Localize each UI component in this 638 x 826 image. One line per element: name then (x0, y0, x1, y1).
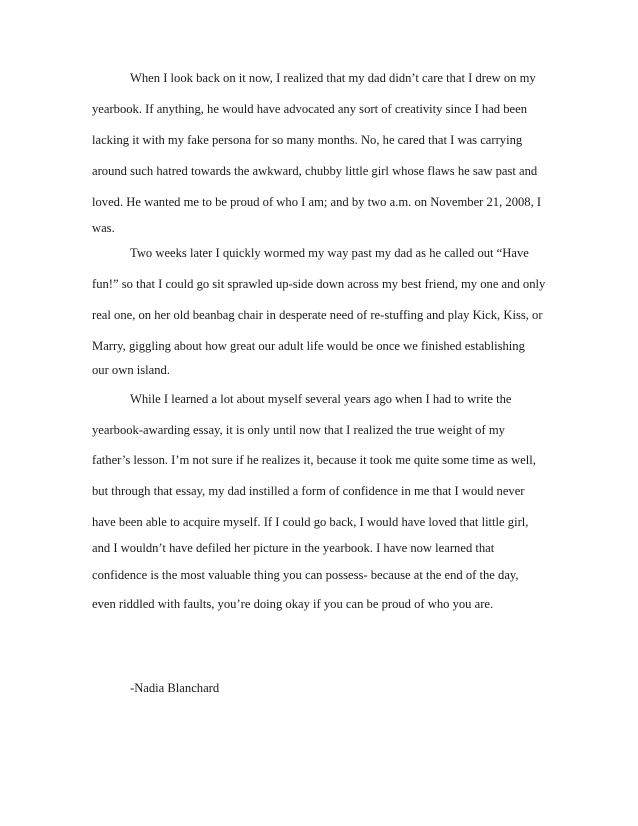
paragraph-line: Two weeks later I quickly wormed my way past my dad as he called out “Have (130, 246, 529, 260)
paragraph-line: around such hatred towards the awkward, chubby little girl whose flaws he saw past and (92, 164, 538, 178)
paragraph-line: fun!” so that I could go sit sprawled up-side down across my best friend, my one and only (92, 277, 546, 291)
paragraph-line: father’s lesson. I’m not sure if he realizes it, because it took me quite some time as well, (92, 453, 536, 467)
paragraph-line: yearbook-awarding essay, it is only until now that I realized the true weight of my (92, 423, 505, 437)
paragraph-line: confidence is the most valuable thing you can possess- because at the end of the day, (92, 568, 519, 582)
paragraph-line: yearbook. If anything, he would have advocated any sort of creativity since I had been (92, 102, 528, 116)
paragraph-line: real one, on her old beanbag chair in desperate need of re-stuffing and play Kick, Kiss, or (92, 308, 543, 322)
paragraph-line: our own island. (92, 363, 171, 377)
paragraph-line: lacking it with my fake persona for so many months. No, he cared that I was carrying (92, 133, 523, 147)
paragraph-line: have been able to acquire myself. If I could go back, I would have loved that little girl, (92, 515, 529, 529)
paragraph-line: and I wouldn’t have defiled her picture in the yearbook. I have now learned that (92, 541, 495, 555)
paragraph-line: loved. He wanted me to be proud of who I am; and by two a.m. on November 21, 2008, I (92, 195, 542, 209)
author-signature: -Nadia Blanchard (130, 681, 220, 695)
paragraph-line: even riddled with faults, you’re doing okay if you can be proud of who you are. (92, 597, 494, 611)
paragraph-line: While I learned a lot about myself several years ago when I had to write the (130, 392, 512, 406)
paragraph-line: When I look back on it now, I realized that my dad didn’t care that I drew on my (130, 71, 536, 85)
paragraph-line: Marry, giggling about how great our adult life would be once we finished establishing (92, 339, 525, 353)
paragraph-line: was. (92, 221, 115, 235)
paragraph-line: but through that essay, my dad instilled a form of confidence in me that I would never (92, 484, 525, 498)
